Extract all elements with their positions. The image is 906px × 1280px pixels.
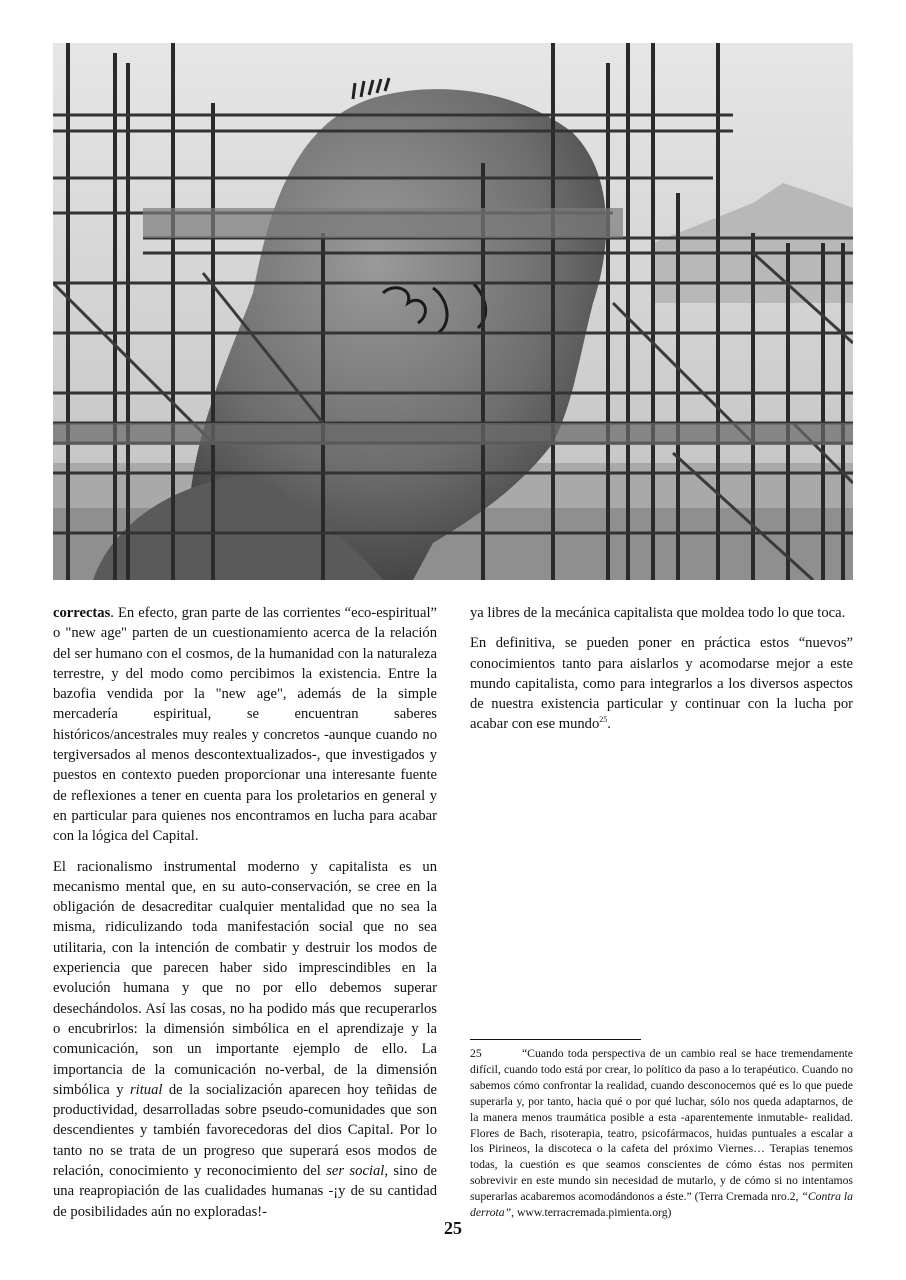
- italic-text: ser social: [326, 1163, 385, 1180]
- paragraph-text: . En efecto, gran parte de las corrientes “eco-espiritual” o "new age" parten de un cuestionamiento acerca de la relación del ser humano con el cosmos, de la humanidad con la naturaleza terrestre, y del modo como percibimos la existencia. Entre la bazofia vendida por la "new age", además de la simple mercadería espiritual, se encuentran saberes históricos/ancestrales muy reales y concretos -aunque cuando no tergiversados al menos descontextualizados-, que investigados y puestos en contexto pueden proporcionar una interesante fuente de reflexiones a tener en cuenta para los proletarios en general y en particular para quienes nos encontramos en lucha para acabar con la lógica del Capital.: [53, 605, 437, 845]
- paragraph: [470, 603, 853, 623]
- bold-text: correctas: [53, 605, 111, 621]
- paragraph-text: , sino de una reapropiación de las cualidades humanas -¡y de su cantidad de posibilidades aún no exploradas!-: [53, 1163, 437, 1220]
- paragraph-text: de la socialización aparecen hoy teñidas de productividad, desarrolladas sobre pseudo-comunidades que son descendientes y también favorecedoras del dios Capital. Por lo tanto no se trata de un progreso que superará esos modos de relación, conocimiento y reconocimiento del: [53, 1081, 437, 1180]
- paragraph: [53, 857, 437, 1222]
- footnote-divider: [470, 1039, 641, 1040]
- page-number: 25: [444, 1218, 462, 1238]
- footnote-reference[interactable]: 25: [599, 715, 608, 725]
- statue-scaffolding-photo: [53, 43, 853, 580]
- paragraph-text: El racionalismo instrumental moderno y capitalista es un mecanismo mental que, en su auto-conservación, se cree en la obligación de desacreditar cualquier mentalidad que no sea la misma, ridiculizando toda manifestación social que no sea utilitaria, con la intención de combatir y destruir los modos de experiencia que parecen haber sido imprescindibles en la evolución humana y que no por ello debemos superar desechándolos. Así las cosas, no ha podido más que recuperarlos o encubrirlos: la dimensión simbólica en el aprendizaje y la comunicación, son un importante ejemplo de ello. La importancia de la comunicación no-verbal, de la dimensión simbólica y: [53, 858, 437, 1098]
- footnote-italic: “Contra la derrota”: [470, 1190, 854, 1220]
- paragraph: [470, 633, 853, 734]
- paragraph-text: ya libres de la mecánica capitalista que moldea todo lo que toca.: [470, 605, 846, 621]
- footnote-text: “Cuando toda perspectiva de un cambio real se hace tremendamente difícil, cuando todo está por crear, lo político da paso a lo terapéutico. Cuando no sabemos cómo confrontar la realidad, cuando desconocemos qué es lo que puede superarla y, por tanto, hacia qué o por qué luchar, sólo nos queda adaptarnos, de la manera menos traumática posible a esta -aparentemente inmutable- realidad. Flores de Bach, risoterapia, teatro, psicofármacos, huidas puntuales a escalar a los Pirineos, la discoteca o la cafeta del próximo Viernes… Terapias tenemos todas, la cuestión es que seamos conscientes de cómo éstas nos permiten sobrevivir en este mundo sin necesidad de mutarlo, y de cómo si no intentamos superarlas acabaremos acomodándonos a éste.” (Terra Cremada nro.2,: [470, 1047, 853, 1204]
- italic-text: ritual: [129, 1081, 163, 1098]
- footnote: [470, 1046, 853, 1221]
- paragraph: [53, 603, 437, 847]
- paragraph-text: .: [607, 716, 611, 733]
- paragraph-text: En definitiva, se pueden poner en práctica estos “nuevos” conocimientos tanto para aislarlos y acomodarse mejor a este mundo capitalista, como para integrarlos a los diversos aspectos de nuestra existencia particular y continuar con la lucha por acabar con ese mundo: [470, 635, 853, 733]
- footnote-text: , www.terracremada.pimienta.org): [511, 1206, 672, 1220]
- text-column-left: [53, 603, 437, 1222]
- footnote-number: 25: [470, 1047, 482, 1060]
- text-column-right: [470, 603, 853, 735]
